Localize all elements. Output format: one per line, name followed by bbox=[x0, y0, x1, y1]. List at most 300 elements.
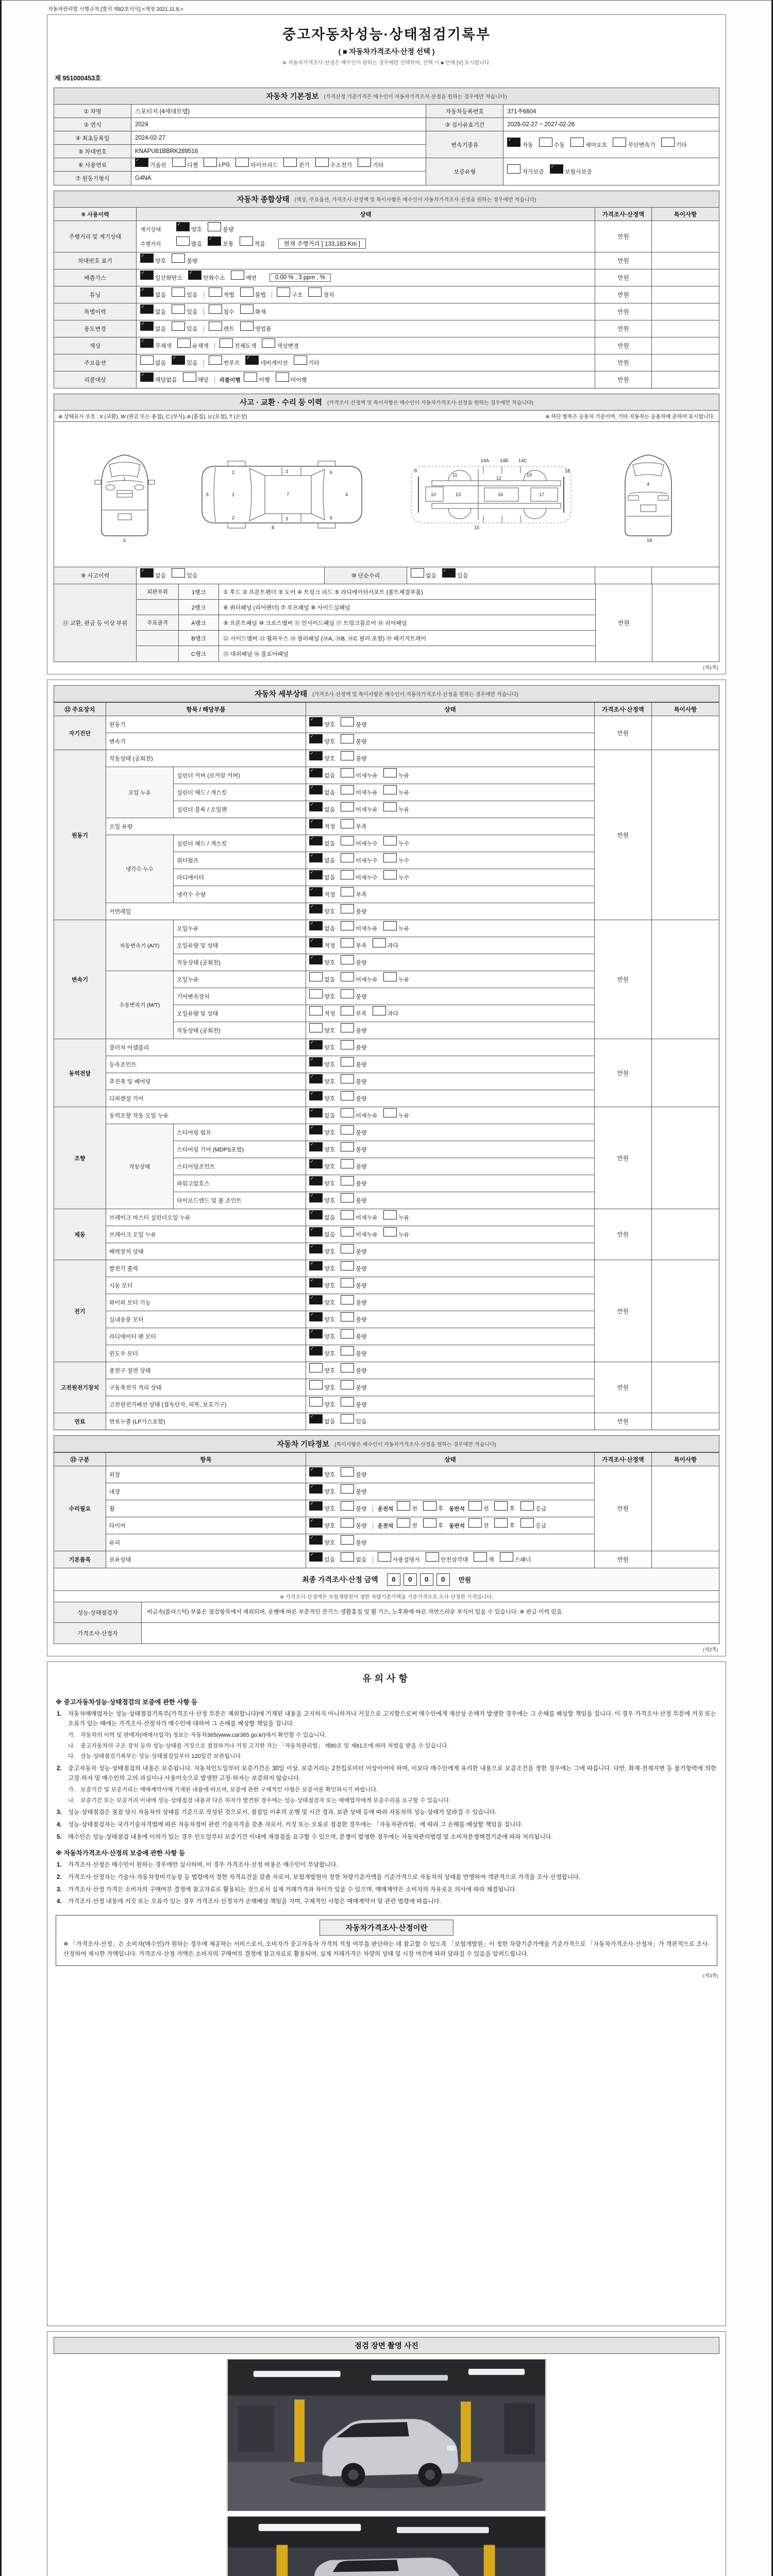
checkbox-장치[interactable] bbox=[308, 287, 334, 302]
checkbox-불량[interactable] bbox=[341, 1295, 366, 1310]
checkbox-icon[interactable] bbox=[341, 836, 354, 845]
checkbox-미세누유[interactable] bbox=[341, 921, 378, 936]
checkbox-icon[interactable] bbox=[209, 321, 222, 331]
checkbox-미세누유[interactable] bbox=[341, 1210, 378, 1225]
checkbox-양호[interactable] bbox=[309, 1397, 335, 1412]
checkbox-icon[interactable] bbox=[309, 802, 323, 811]
checkbox-icon[interactable] bbox=[341, 1363, 354, 1372]
checkbox-icon[interactable] bbox=[140, 372, 154, 382]
checkbox-icon[interactable] bbox=[244, 372, 257, 382]
checkbox-icon[interactable] bbox=[383, 1108, 397, 1117]
checkbox-icon[interactable] bbox=[309, 1023, 323, 1032]
checkbox-없음[interactable] bbox=[309, 853, 335, 868]
checkbox-icon[interactable] bbox=[308, 287, 322, 297]
checkbox-icon[interactable] bbox=[383, 972, 397, 981]
checkbox-icon[interactable] bbox=[277, 287, 290, 297]
checkbox-양호[interactable] bbox=[309, 751, 335, 766]
checkbox-없음[interactable] bbox=[341, 1552, 366, 1567]
checkbox-icon[interactable] bbox=[309, 904, 323, 913]
checkbox-양호[interactable] bbox=[309, 1329, 335, 1344]
checkbox-icon[interactable] bbox=[383, 836, 397, 845]
checkbox-icon[interactable] bbox=[309, 1210, 323, 1219]
checkbox-icon[interactable] bbox=[245, 355, 259, 365]
checkbox-icon[interactable] bbox=[309, 1057, 323, 1066]
checkbox-스패너[interactable] bbox=[500, 1552, 531, 1567]
checkbox-적정[interactable] bbox=[309, 887, 335, 902]
checkbox-icon[interactable] bbox=[341, 785, 354, 794]
checkbox-icon[interactable] bbox=[341, 734, 354, 743]
checkbox-불량[interactable] bbox=[341, 1023, 366, 1038]
checkbox-불량[interactable] bbox=[341, 1244, 366, 1259]
checkbox-icon[interactable] bbox=[309, 1295, 323, 1304]
checkbox-icon[interactable] bbox=[309, 1380, 323, 1389]
checkbox-icon[interactable] bbox=[341, 955, 354, 964]
checkbox-양호[interactable] bbox=[309, 989, 335, 1004]
checkbox-불량[interactable] bbox=[341, 717, 366, 732]
checkbox-icon[interactable] bbox=[309, 1518, 323, 1528]
checkbox-양호[interactable] bbox=[309, 1363, 335, 1378]
checkbox-전[interactable] bbox=[397, 1501, 417, 1516]
checkbox-icon[interactable] bbox=[309, 1467, 323, 1477]
checkbox-icon[interactable] bbox=[140, 304, 154, 314]
checkbox-불량[interactable] bbox=[341, 1193, 366, 1208]
checkbox-양호[interactable] bbox=[309, 1023, 335, 1038]
checkbox-양호[interactable] bbox=[309, 717, 335, 732]
checkbox-icon[interactable] bbox=[177, 338, 191, 348]
checkbox-icon[interactable] bbox=[309, 819, 323, 828]
checkbox-icon[interactable] bbox=[240, 304, 254, 314]
checkbox-후[interactable] bbox=[423, 1518, 444, 1533]
checkbox-icon[interactable] bbox=[309, 1227, 323, 1236]
checkbox-icon[interactable] bbox=[309, 836, 323, 845]
checkbox-icon[interactable] bbox=[309, 734, 323, 743]
checkbox-icon[interactable] bbox=[172, 304, 185, 314]
checkbox-후[interactable] bbox=[423, 1501, 444, 1516]
checkbox-icon[interactable] bbox=[341, 1484, 354, 1494]
checkbox-icon[interactable] bbox=[373, 938, 386, 947]
checkbox-적법[interactable] bbox=[209, 287, 234, 302]
checkbox-없음[interactable] bbox=[309, 972, 335, 987]
checkbox-불량[interactable] bbox=[341, 1125, 366, 1140]
checkbox-icon[interactable] bbox=[309, 1414, 323, 1423]
checkbox-icon[interactable] bbox=[341, 1467, 354, 1477]
checkbox-불량[interactable] bbox=[172, 253, 197, 268]
checkbox-화재[interactable] bbox=[240, 304, 266, 319]
checkbox-불량[interactable] bbox=[341, 1346, 366, 1361]
checkbox-icon[interactable] bbox=[613, 138, 626, 147]
checkbox-icon[interactable] bbox=[309, 887, 323, 896]
checkbox-icon[interactable] bbox=[140, 270, 154, 280]
checkbox-불량[interactable] bbox=[341, 1278, 366, 1293]
checkbox-icon[interactable] bbox=[341, 1552, 354, 1562]
checkbox-불량[interactable] bbox=[341, 1159, 366, 1174]
checkbox-icon[interactable] bbox=[309, 1108, 323, 1117]
checkbox-icon[interactable] bbox=[209, 304, 222, 314]
checkbox-없음[interactable] bbox=[309, 1227, 335, 1242]
checkbox-불량[interactable] bbox=[341, 1501, 366, 1516]
checkbox-잭[interactable] bbox=[474, 1552, 494, 1567]
checkbox-기타[interactable] bbox=[358, 158, 383, 172]
checkbox-불량[interactable] bbox=[341, 734, 366, 749]
checkbox-없음[interactable] bbox=[411, 568, 436, 583]
checkbox-응급[interactable] bbox=[520, 1501, 546, 1516]
checkbox-icon[interactable] bbox=[309, 1074, 323, 1083]
checkbox-전[interactable] bbox=[468, 1518, 489, 1533]
checkbox-icon[interactable] bbox=[341, 1346, 354, 1355]
checkbox-누유[interactable] bbox=[383, 1108, 409, 1123]
checkbox-icon[interactable] bbox=[140, 253, 154, 263]
checkbox-일산화탄소[interactable] bbox=[140, 270, 182, 285]
checkbox-icon[interactable] bbox=[341, 870, 354, 879]
checkbox-양호[interactable] bbox=[309, 1467, 335, 1482]
checkbox-양호[interactable] bbox=[309, 1518, 335, 1533]
checkbox-미세누유[interactable] bbox=[341, 802, 378, 817]
checkbox-icon[interactable] bbox=[474, 1552, 487, 1562]
checkbox-후[interactable] bbox=[494, 1501, 515, 1516]
checkbox-누유[interactable] bbox=[383, 785, 409, 800]
checkbox-적정[interactable] bbox=[309, 819, 335, 834]
checkbox-icon[interactable] bbox=[426, 1552, 439, 1562]
checkbox-icon[interactable] bbox=[309, 1329, 323, 1338]
checkbox-icon[interactable] bbox=[341, 1159, 354, 1168]
checkbox-불량[interactable] bbox=[341, 1363, 366, 1378]
checkbox-없음[interactable] bbox=[309, 836, 335, 851]
checkbox-icon[interactable] bbox=[341, 1057, 354, 1066]
checkbox-있음[interactable] bbox=[172, 321, 197, 336]
checkbox-양호[interactable] bbox=[309, 1142, 335, 1157]
checkbox-icon[interactable] bbox=[397, 1501, 410, 1511]
checkbox-icon[interactable] bbox=[309, 1244, 323, 1253]
checkbox-icon[interactable] bbox=[220, 338, 233, 348]
checkbox-불량[interactable] bbox=[341, 1142, 366, 1157]
checkbox-부족[interactable] bbox=[341, 887, 366, 902]
checkbox-icon[interactable] bbox=[309, 870, 323, 879]
checkbox-수소전기[interactable] bbox=[315, 158, 352, 172]
checkbox-있음[interactable] bbox=[172, 304, 197, 319]
checkbox-icon[interactable] bbox=[172, 158, 186, 167]
checkbox-렌트[interactable] bbox=[209, 321, 234, 336]
checkbox-적정[interactable] bbox=[309, 938, 335, 953]
checkbox-icon[interactable] bbox=[341, 751, 354, 760]
checkbox-icon[interactable] bbox=[341, 1380, 354, 1389]
checkbox-icon[interactable] bbox=[172, 321, 185, 331]
checkbox-양호[interactable] bbox=[309, 1159, 335, 1174]
checkbox-무채색[interactable] bbox=[140, 338, 172, 353]
checkbox-가솔린[interactable] bbox=[135, 158, 166, 172]
checkbox-양호[interactable] bbox=[309, 1535, 335, 1550]
checkbox-icon[interactable] bbox=[172, 355, 185, 365]
checkbox-icon[interactable] bbox=[309, 853, 323, 862]
checkbox-icon[interactable] bbox=[240, 321, 254, 331]
checkbox-양호[interactable] bbox=[309, 1091, 335, 1106]
checkbox-많음[interactable] bbox=[176, 236, 202, 251]
checkbox-icon[interactable] bbox=[176, 222, 190, 231]
checkbox-양호[interactable] bbox=[309, 734, 335, 749]
checkbox-icon[interactable] bbox=[550, 164, 563, 174]
checkbox-양호[interactable] bbox=[309, 1193, 335, 1208]
checkbox-응급[interactable] bbox=[520, 1518, 546, 1533]
checkbox-누유[interactable] bbox=[383, 1210, 409, 1225]
checkbox-디젤[interactable] bbox=[172, 158, 198, 172]
checkbox-없음[interactable] bbox=[140, 304, 166, 319]
checkbox-있음[interactable] bbox=[172, 287, 197, 302]
checkbox-불법[interactable] bbox=[240, 287, 266, 302]
checkbox-icon[interactable] bbox=[309, 1312, 323, 1321]
checkbox-icon[interactable] bbox=[383, 853, 397, 862]
checkbox-icon[interactable] bbox=[309, 1040, 323, 1049]
checkbox-icon[interactable] bbox=[500, 1552, 513, 1562]
checkbox-icon[interactable] bbox=[494, 1518, 508, 1528]
checkbox-없음[interactable] bbox=[309, 1210, 335, 1225]
checkbox-없음[interactable] bbox=[309, 870, 335, 885]
checkbox-불량[interactable] bbox=[341, 1380, 366, 1395]
checkbox-불량[interactable] bbox=[341, 751, 366, 766]
checkbox-icon[interactable] bbox=[341, 1210, 354, 1219]
checkbox-icon[interactable] bbox=[309, 1535, 323, 1545]
checkbox-없음[interactable] bbox=[309, 1414, 335, 1429]
checkbox-icon[interactable] bbox=[397, 1518, 410, 1528]
checkbox-과다[interactable] bbox=[373, 938, 398, 953]
checkbox-양호[interactable] bbox=[176, 222, 202, 236]
checkbox-불량[interactable] bbox=[341, 1535, 366, 1550]
checkbox-icon[interactable] bbox=[341, 1227, 354, 1236]
checkbox-icon[interactable] bbox=[341, 1023, 354, 1032]
checkbox-icon[interactable] bbox=[309, 785, 323, 794]
checkbox-양호[interactable] bbox=[140, 253, 166, 268]
checkbox-색상변경[interactable] bbox=[262, 338, 299, 353]
checkbox-icon[interactable] bbox=[341, 1108, 354, 1117]
checkbox-기타[interactable] bbox=[661, 138, 687, 152]
checkbox-icon[interactable] bbox=[383, 1210, 397, 1219]
checkbox-양호[interactable] bbox=[309, 1125, 335, 1140]
checkbox-icon[interactable] bbox=[383, 870, 397, 879]
checkbox-icon[interactable] bbox=[341, 802, 354, 811]
checkbox-양호[interactable] bbox=[309, 1484, 335, 1499]
checkbox-수동[interactable] bbox=[539, 138, 565, 152]
checkbox-기타[interactable] bbox=[294, 355, 320, 370]
checkbox-안전삼각대[interactable] bbox=[426, 1552, 468, 1567]
checkbox-없음[interactable] bbox=[309, 1108, 335, 1123]
checkbox-icon[interactable] bbox=[341, 1074, 354, 1083]
checkbox-양호[interactable] bbox=[309, 904, 335, 919]
checkbox-해당[interactable] bbox=[183, 372, 209, 387]
checkbox-누유[interactable] bbox=[383, 972, 409, 987]
checkbox-icon[interactable] bbox=[383, 921, 397, 930]
checkbox-icon[interactable] bbox=[309, 1193, 323, 1202]
checkbox-icon[interactable] bbox=[208, 236, 221, 246]
checkbox-후[interactable] bbox=[494, 1518, 515, 1533]
checkbox-icon[interactable] bbox=[204, 158, 217, 167]
checkbox-있음[interactable] bbox=[309, 1552, 335, 1567]
checkbox-누유[interactable] bbox=[383, 921, 409, 936]
checkbox-icon[interactable] bbox=[341, 1414, 354, 1423]
checkbox-icon[interactable] bbox=[341, 921, 354, 930]
checkbox-icon[interactable] bbox=[309, 1091, 323, 1100]
checkbox-양호[interactable] bbox=[309, 1278, 335, 1293]
checkbox-icon[interactable] bbox=[341, 904, 354, 913]
checkbox-LPG[interactable] bbox=[204, 158, 230, 172]
checkbox-icon[interactable] bbox=[276, 372, 289, 382]
checkbox-icon[interactable] bbox=[341, 1142, 354, 1151]
checkbox-icon[interactable] bbox=[341, 1535, 354, 1545]
checkbox-icon[interactable] bbox=[539, 138, 552, 147]
checkbox-불량[interactable] bbox=[341, 1518, 366, 1533]
checkbox-icon[interactable] bbox=[309, 768, 323, 777]
checkbox-양호[interactable] bbox=[309, 1176, 335, 1191]
checkbox-불량[interactable] bbox=[341, 1176, 366, 1191]
checkbox-불량[interactable] bbox=[341, 1484, 366, 1499]
checkbox-양호[interactable] bbox=[309, 955, 335, 970]
checkbox-icon[interactable] bbox=[383, 1227, 397, 1236]
checkbox-icon[interactable] bbox=[507, 138, 520, 147]
checkbox-icon[interactable] bbox=[309, 1142, 323, 1151]
checkbox-불량[interactable] bbox=[341, 1261, 366, 1276]
checkbox-icon[interactable] bbox=[140, 321, 154, 331]
checkbox-icon[interactable] bbox=[236, 158, 249, 167]
checkbox-없음[interactable] bbox=[140, 355, 166, 370]
checkbox-icon[interactable] bbox=[520, 1501, 534, 1511]
checkbox-icon[interactable] bbox=[411, 568, 424, 578]
checkbox-icon[interactable] bbox=[341, 1091, 354, 1100]
checkbox-icon[interactable] bbox=[341, 972, 354, 981]
checkbox-icon[interactable] bbox=[240, 287, 254, 297]
checkbox-양호[interactable] bbox=[309, 1346, 335, 1361]
checkbox-icon[interactable] bbox=[176, 236, 190, 246]
checkbox-icon[interactable] bbox=[309, 1278, 323, 1287]
checkbox-누유[interactable] bbox=[383, 768, 409, 783]
checkbox-icon[interactable] bbox=[172, 568, 185, 578]
checkbox-icon[interactable] bbox=[494, 1501, 508, 1511]
checkbox-미세누수[interactable] bbox=[341, 870, 378, 885]
checkbox-유채색[interactable] bbox=[177, 338, 209, 353]
checkbox-icon[interactable] bbox=[309, 921, 323, 930]
checkbox-불량[interactable] bbox=[341, 1091, 366, 1106]
checkbox-양호[interactable] bbox=[309, 1312, 335, 1327]
checkbox-icon[interactable] bbox=[341, 1501, 354, 1511]
checkbox-icon[interactable] bbox=[341, 1193, 354, 1202]
checkbox-누수[interactable] bbox=[383, 853, 409, 868]
checkbox-icon[interactable] bbox=[358, 158, 371, 167]
checkbox-icon[interactable] bbox=[309, 717, 323, 726]
checkbox-icon[interactable] bbox=[309, 989, 323, 998]
checkbox-icon[interactable] bbox=[341, 1244, 354, 1253]
checkbox-불량[interactable] bbox=[341, 1074, 366, 1089]
checkbox-icon[interactable] bbox=[209, 355, 222, 365]
checkbox-icon[interactable] bbox=[309, 1501, 323, 1511]
checkbox-미세누수[interactable] bbox=[341, 836, 378, 851]
checkbox-하이브리드[interactable] bbox=[236, 158, 278, 172]
checkbox-썬루프[interactable] bbox=[209, 355, 240, 370]
checkbox-icon[interactable] bbox=[309, 1363, 323, 1372]
checkbox-미세누수[interactable] bbox=[341, 853, 378, 868]
checkbox-불량[interactable] bbox=[341, 1040, 366, 1055]
checkbox-양호[interactable] bbox=[309, 1040, 335, 1055]
checkbox-icon[interactable] bbox=[468, 1518, 482, 1528]
checkbox-icon[interactable] bbox=[262, 338, 275, 348]
checkbox-있음[interactable] bbox=[341, 1414, 366, 1429]
checkbox-전[interactable] bbox=[468, 1501, 489, 1516]
checkbox-icon[interactable] bbox=[294, 355, 307, 365]
checkbox-사용설명서[interactable] bbox=[378, 1552, 420, 1567]
checkbox-icon[interactable] bbox=[231, 270, 244, 280]
checkbox-양호[interactable] bbox=[309, 1295, 335, 1310]
checkbox-icon[interactable] bbox=[383, 802, 397, 811]
checkbox-무단변속기[interactable] bbox=[613, 138, 655, 152]
checkbox-양호[interactable] bbox=[309, 1261, 335, 1276]
checkbox-icon[interactable] bbox=[135, 158, 148, 167]
checkbox-있음[interactable] bbox=[172, 568, 197, 583]
checkbox-icon[interactable] bbox=[341, 1312, 354, 1321]
checkbox-icon[interactable] bbox=[309, 1176, 323, 1185]
checkbox-icon[interactable] bbox=[309, 1261, 323, 1270]
checkbox-icon[interactable] bbox=[309, 1346, 323, 1355]
checkbox-없음[interactable] bbox=[140, 568, 166, 583]
checkbox-양호[interactable] bbox=[309, 1244, 335, 1259]
checkbox-자동[interactable] bbox=[507, 138, 533, 152]
checkbox-icon[interactable] bbox=[209, 287, 222, 297]
checkbox-없음[interactable] bbox=[309, 785, 335, 800]
checkbox-icon[interactable] bbox=[172, 253, 185, 263]
checkbox-icon[interactable] bbox=[341, 1006, 354, 1015]
checkbox-전체도색[interactable] bbox=[220, 338, 257, 353]
checkbox-icon[interactable] bbox=[341, 1329, 354, 1338]
checkbox-이행[interactable] bbox=[244, 372, 270, 387]
checkbox-icon[interactable] bbox=[423, 1518, 436, 1528]
checkbox-있음[interactable] bbox=[442, 568, 468, 583]
checkbox-icon[interactable] bbox=[570, 138, 584, 147]
checkbox-없음[interactable] bbox=[309, 768, 335, 783]
checkbox-icon[interactable] bbox=[507, 164, 520, 174]
checkbox-있음[interactable] bbox=[172, 355, 197, 370]
checkbox-보험사보증[interactable] bbox=[550, 164, 592, 179]
checkbox-icon[interactable] bbox=[341, 938, 354, 947]
checkbox-적음[interactable] bbox=[240, 236, 265, 251]
checkbox-과다[interactable] bbox=[373, 1006, 398, 1021]
checkbox-icon[interactable] bbox=[140, 355, 154, 365]
checkbox-icon[interactable] bbox=[341, 1518, 354, 1528]
checkbox-누유[interactable] bbox=[383, 1227, 409, 1242]
checkbox-세미오토[interactable] bbox=[570, 138, 608, 152]
checkbox-불량[interactable] bbox=[341, 904, 366, 919]
checkbox-icon[interactable] bbox=[309, 1159, 323, 1168]
checkbox-부족[interactable] bbox=[341, 1006, 366, 1021]
checkbox-부족[interactable] bbox=[341, 938, 366, 953]
checkbox-양호[interactable] bbox=[309, 1057, 335, 1072]
checkbox-icon[interactable] bbox=[341, 1295, 354, 1304]
checkbox-미세누유[interactable] bbox=[341, 972, 378, 987]
checkbox-전기[interactable] bbox=[283, 158, 309, 172]
checkbox-불량[interactable] bbox=[341, 955, 366, 970]
checkbox-icon[interactable] bbox=[341, 853, 354, 862]
checkbox-icon[interactable] bbox=[309, 938, 323, 947]
checkbox-icon[interactable] bbox=[309, 972, 323, 981]
checkbox-양호[interactable] bbox=[309, 1074, 335, 1089]
checkbox-icon[interactable] bbox=[341, 1278, 354, 1287]
checkbox-적정[interactable] bbox=[309, 1006, 335, 1021]
checkbox-불량[interactable] bbox=[341, 989, 366, 1004]
checkbox-icon[interactable] bbox=[383, 785, 397, 794]
checkbox-네비게이션[interactable] bbox=[245, 355, 288, 370]
checkbox-icon[interactable] bbox=[140, 338, 154, 348]
checkbox-icon[interactable] bbox=[341, 1397, 354, 1406]
checkbox-icon[interactable] bbox=[520, 1518, 534, 1528]
checkbox-icon[interactable] bbox=[378, 1552, 391, 1562]
checkbox-미이행[interactable] bbox=[276, 372, 307, 387]
checkbox-미세누유[interactable] bbox=[341, 768, 378, 783]
checkbox-icon[interactable] bbox=[309, 955, 323, 964]
price-select-line[interactable]: ( ■ 자동차가격조사·산정 선택 ) bbox=[338, 47, 435, 56]
checkbox-icon[interactable] bbox=[341, 768, 354, 777]
